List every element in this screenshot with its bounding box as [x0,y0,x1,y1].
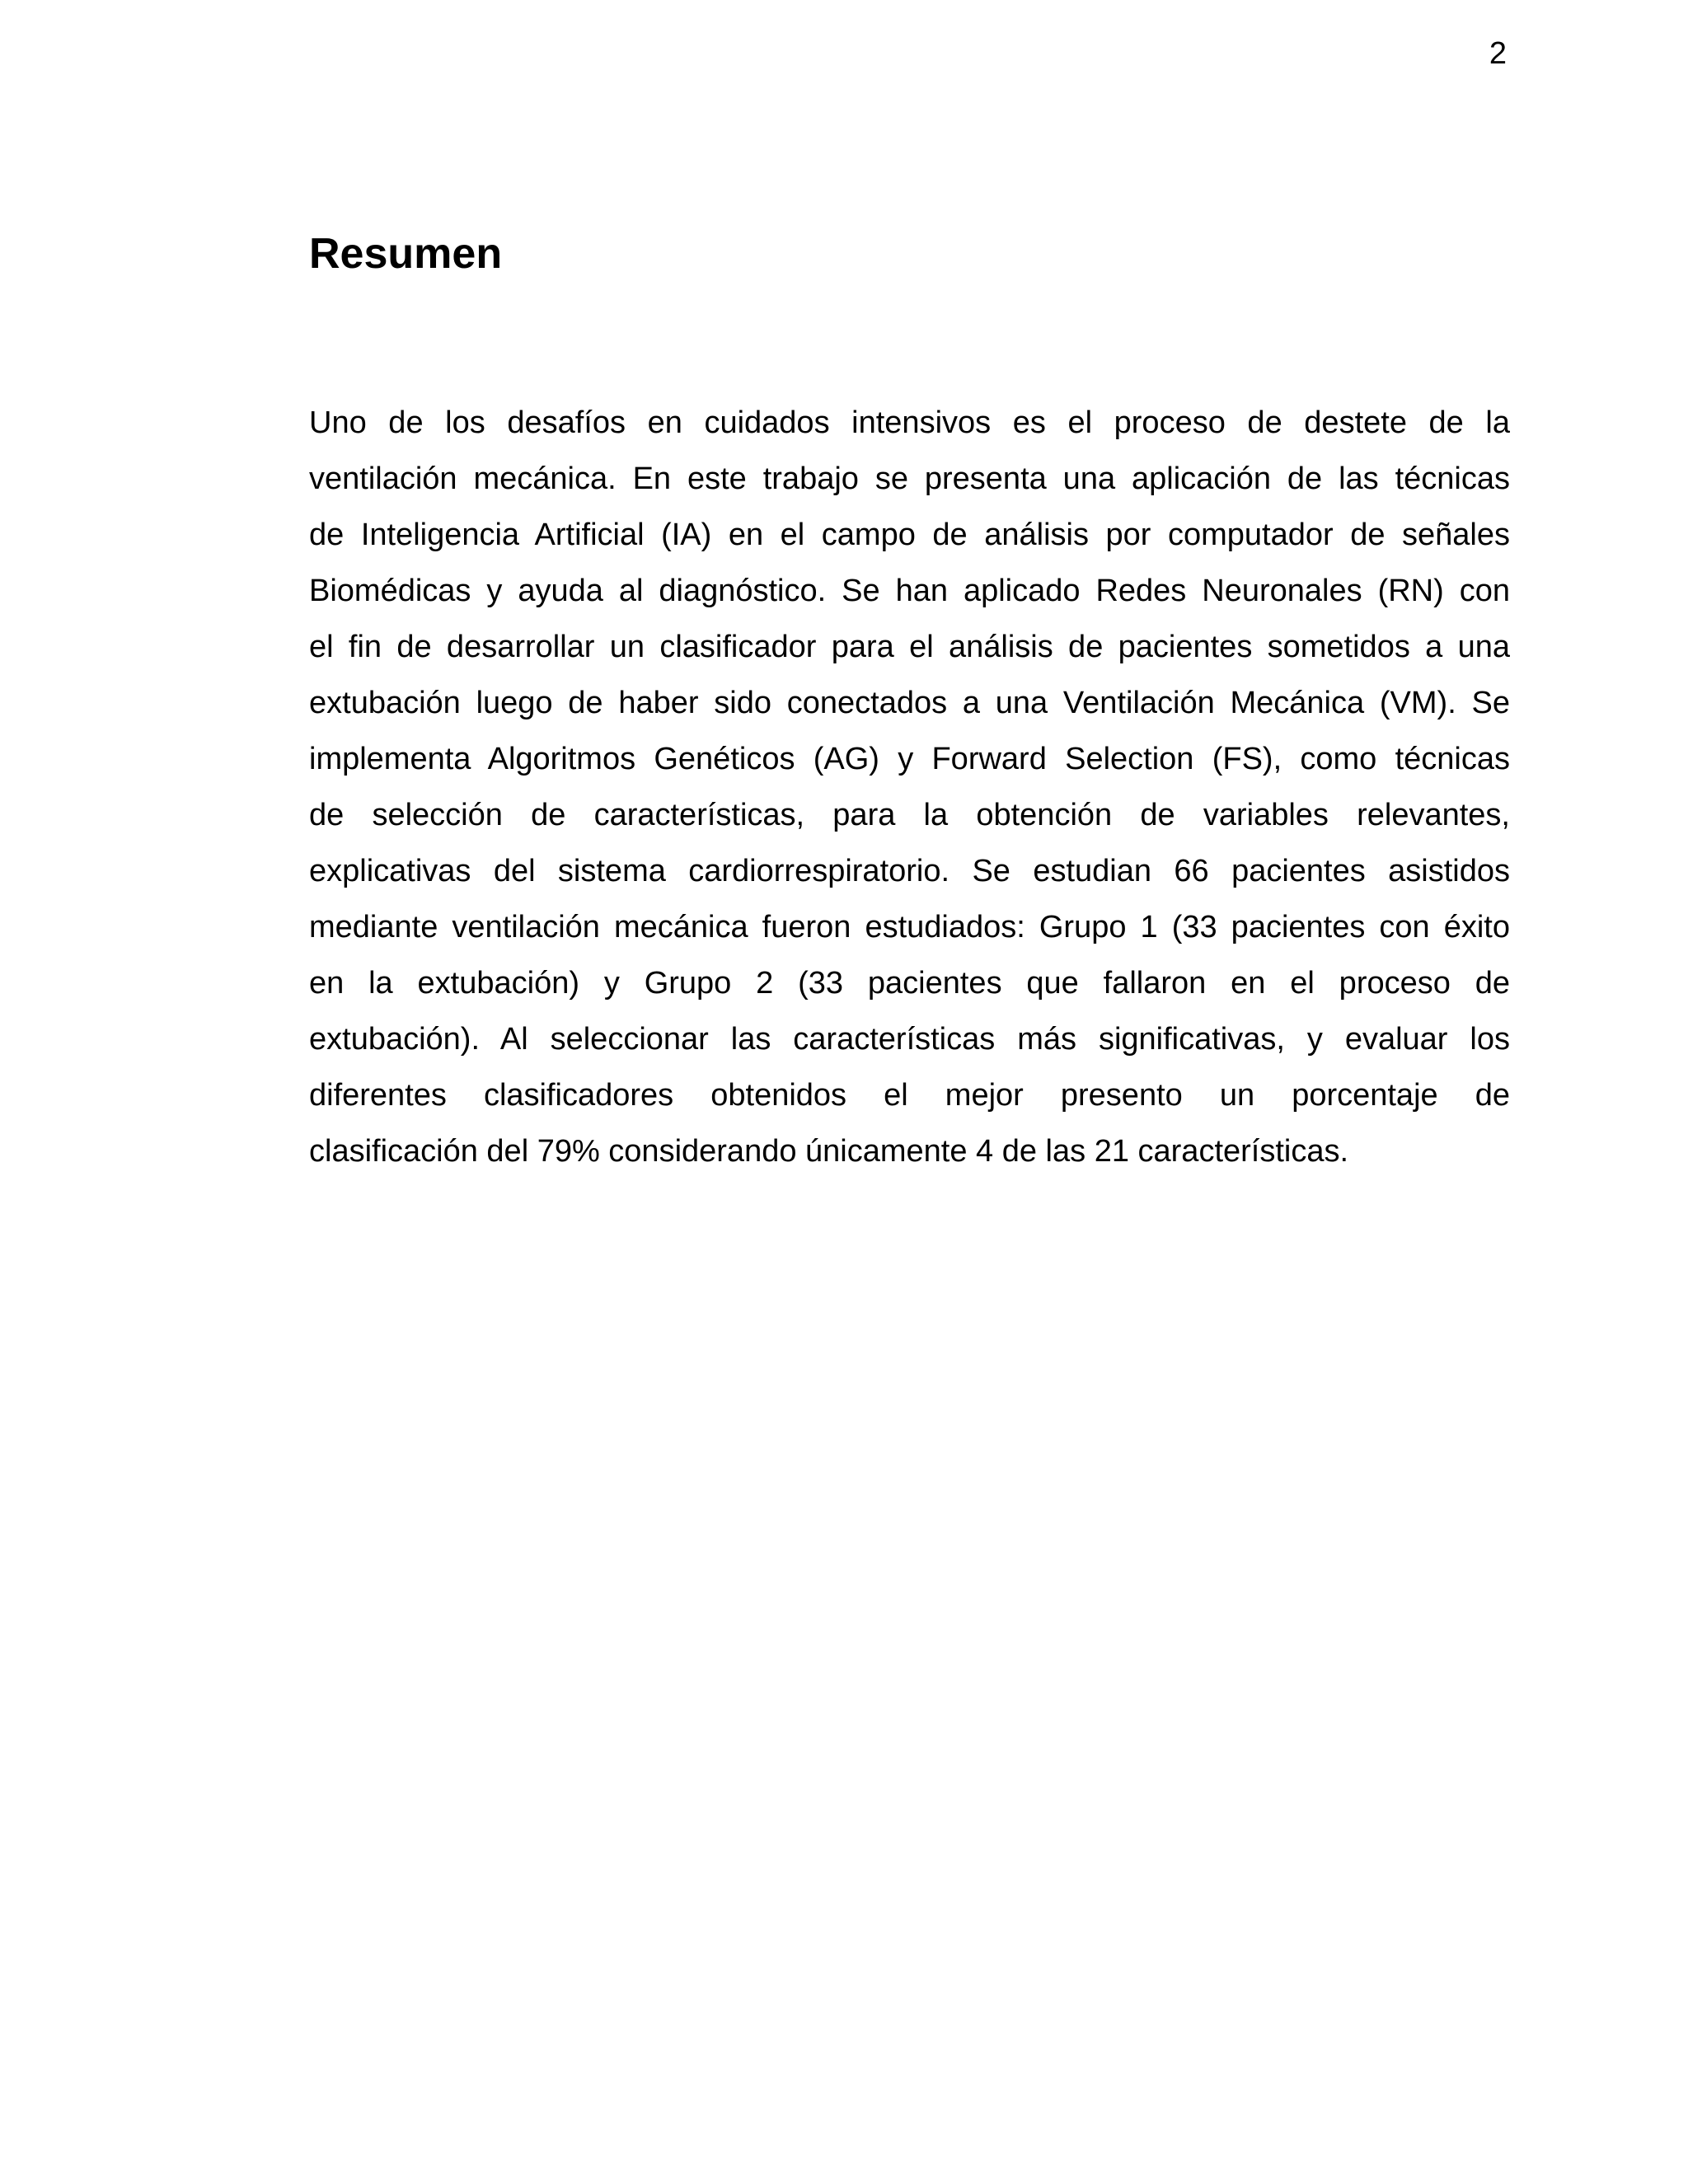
abstract-line: mediante ventilación mecánica fueron estudiados: Grupo 1 (33 pacientes con éxito [309,910,1510,944]
abstract-line: ventilación mecánica. En este trabajo se presenta una aplicación de las técnicas [309,462,1510,496]
abstract-line: clasificación del 79% considerando únicamente 4 de las 21 características. [309,1134,1349,1169]
abstract-line: el fin de desarrollar un clasificador para el análisis de pacientes sometidos a una [309,630,1510,664]
abstract-line: diferentes clasificadores obtenidos el mejor presento un porcentaje de [309,1078,1510,1113]
abstract-line: en la extubación) y Grupo 2 (33 pacientes que fallaron en el proceso de [309,966,1510,1001]
abstract-line: implementa Algoritmos Genéticos (AG) y Forward Selection (FS), como técnicas [309,742,1510,776]
abstract-line: Biomédicas y ayuda al diagnóstico. Se han aplicado Redes Neuronales (RN) con [309,574,1510,608]
page-number: 2 [1489,36,1507,71]
abstract-line: explicativas del sistema cardiorrespiratorio. Se estudian 66 pacientes asistidos [309,854,1510,888]
abstract-line: de selección de características, para la obtención de variables relevantes, [309,798,1510,832]
abstract-line: extubación luego de haber sido conectados a una Ventilación Mecánica (VM). Se [309,686,1510,720]
abstract-line: de Inteligencia Artificial (IA) en el campo de análisis por computador de señales [309,518,1510,552]
section-heading: Resumen [309,230,503,278]
abstract-line: Uno de los desafíos en cuidados intensivos es el proceso de destete de la [309,405,1510,440]
abstract-line: extubación). Al seleccionar las características más significativas, y evaluar los [309,1022,1510,1057]
